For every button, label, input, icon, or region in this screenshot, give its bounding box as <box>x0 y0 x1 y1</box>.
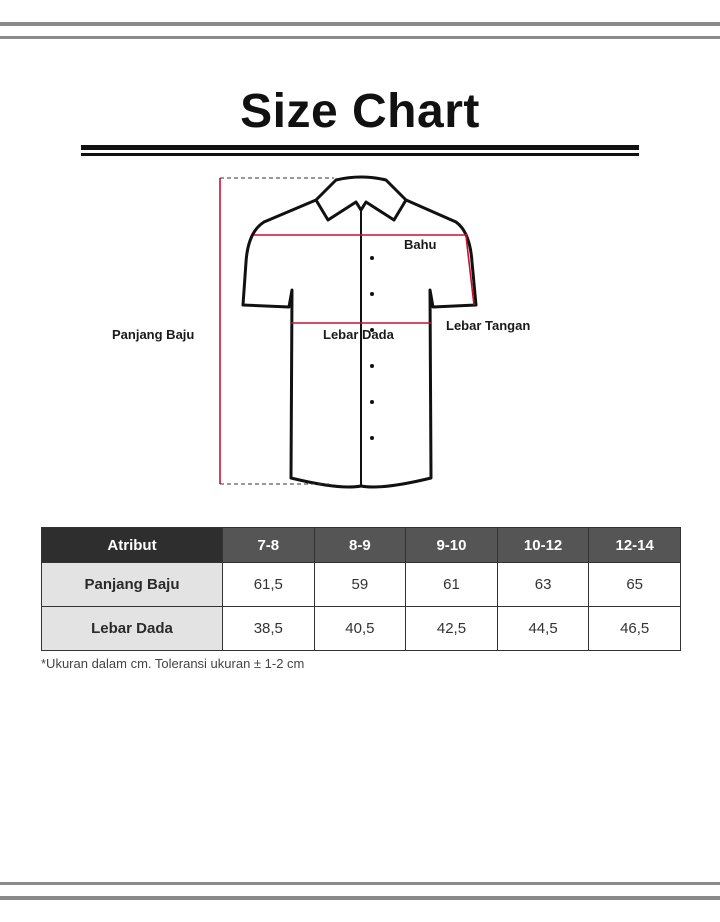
header-atribut: Atribut <box>42 528 223 563</box>
label-bahu: Bahu <box>404 237 437 252</box>
measurement-guides <box>220 178 334 484</box>
footnote: *Ukuran dalam cm. Toleransi ukuran ± 1-2 cm <box>41 656 305 671</box>
page-title: Size Chart <box>240 85 480 138</box>
label-panjang-baju: Panjang Baju <box>112 327 195 342</box>
table-cell: 59 <box>314 563 406 607</box>
bottom-frame-line <box>0 896 720 900</box>
size-table <box>41 527 681 651</box>
table-cell: 42,5 <box>406 607 498 651</box>
header-size: 12-14 <box>589 528 681 563</box>
table-cell: 63 <box>497 563 589 607</box>
row-label: Lebar Dada <box>42 607 223 651</box>
shirt-buttons <box>370 256 374 440</box>
header-size: 9-10 <box>406 528 498 563</box>
table-cell: 44,5 <box>497 607 589 651</box>
label-lebar-tangan: Lebar Tangan <box>446 318 531 333</box>
header-size: 8-9 <box>314 528 406 563</box>
table-header-row <box>42 528 681 563</box>
table-cell: 46,5 <box>589 607 681 651</box>
table-cell: 38,5 <box>223 607 315 651</box>
label-lebar-dada: Lebar Dada <box>323 327 394 342</box>
table-cell: 40,5 <box>314 607 406 651</box>
header-size: 7-8 <box>223 528 315 563</box>
table-cell: 61 <box>406 563 498 607</box>
header-size: 10-12 <box>497 528 589 563</box>
table-cell: 61,5 <box>223 563 315 607</box>
table-row <box>42 607 681 651</box>
table-row <box>42 563 681 607</box>
bottom-frame-line-inner <box>0 882 720 885</box>
row-label: Panjang Baju <box>42 563 223 607</box>
table-cell: 65 <box>589 563 681 607</box>
